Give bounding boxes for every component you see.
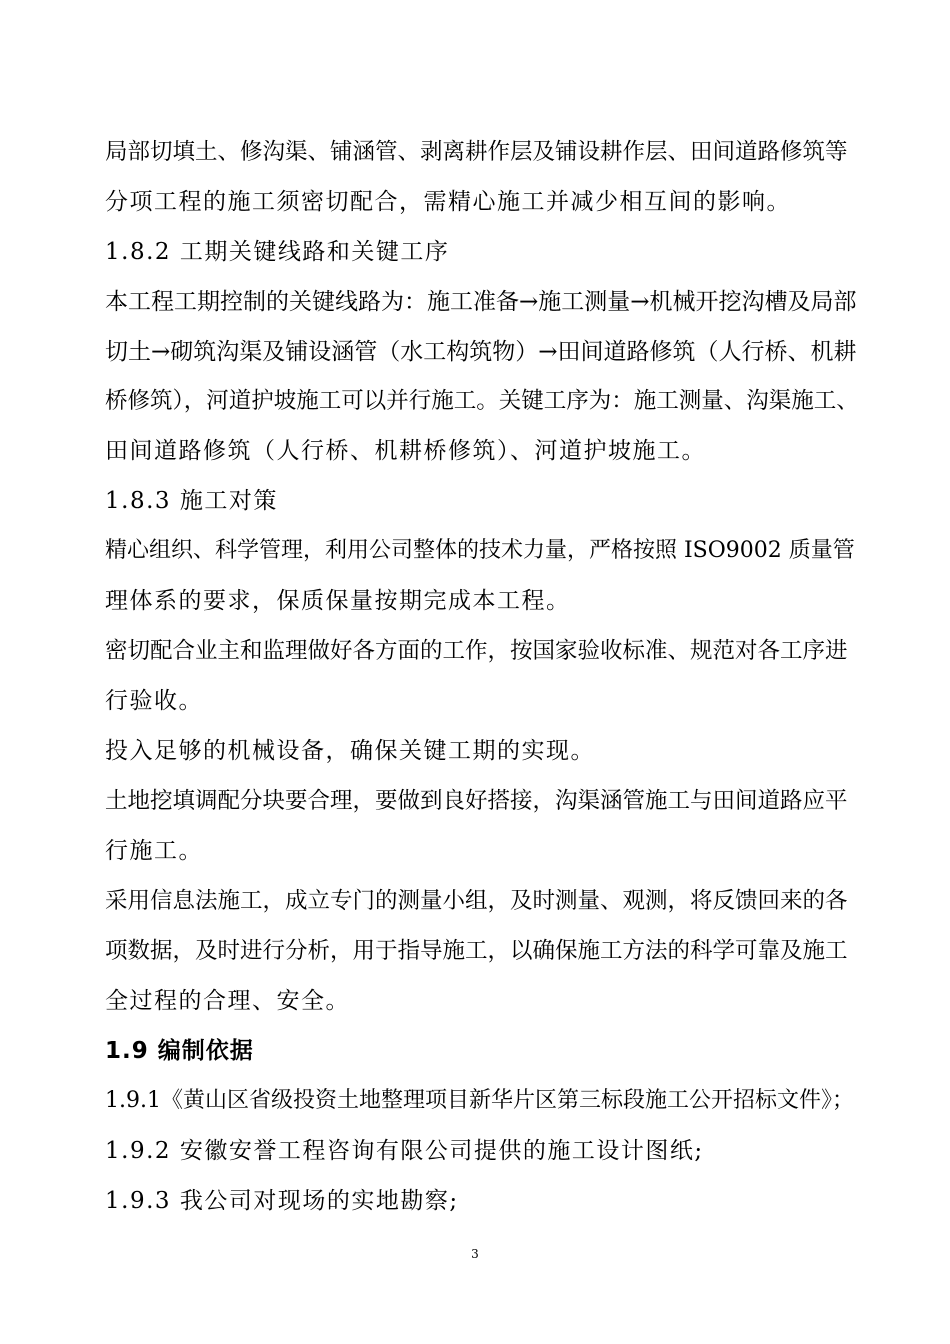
paragraph-line: 精心组织、科学管理，利用公司整体的技术力量，严格按照 ISO9002 质量管 bbox=[105, 538, 855, 563]
paragraph-line: 全过程的合理、安全。 bbox=[105, 988, 350, 1014]
paragraph-line: 投入足够的机械设备，确保关键工期的实现。 bbox=[105, 738, 595, 764]
section-heading-1-8-3: 1.8.3 施工对策 bbox=[105, 488, 278, 514]
section-heading-1-9: 1.9 编制依据 bbox=[105, 1038, 254, 1064]
paragraph-line: 理体系的要求，保质保量按期完成本工程。 bbox=[105, 588, 571, 614]
paragraph-line: 密切配合业主和监理做好各方面的工作，按国家验收标准、规范对各工序进 bbox=[105, 638, 848, 664]
reference-item: 1.9.2 安徽安誉工程咨询有限公司提供的施工设计图纸; bbox=[105, 1138, 704, 1164]
paragraph-line: 田间道路修筑（人行桥、机耕桥修筑）、河道护坡施工。 bbox=[105, 438, 706, 464]
paragraph-line: 局部切填土、修沟渠、铺涵管、剥离耕作层及铺设耕作层、田间道路修筑等 bbox=[105, 139, 848, 165]
paragraph-line: 切土→砌筑沟渠及铺设涵管（水工构筑物）→田间道路修筑（人行桥、机耕 bbox=[105, 339, 857, 365]
reference-item: 1.9.3 我公司对现场的实地勘察; bbox=[105, 1188, 459, 1214]
paragraph-line: 行验收。 bbox=[105, 688, 203, 714]
paragraph-line: 土地挖填调配分块要合理，要做到良好搭接，沟渠涵管施工与田间道路应平 bbox=[105, 788, 848, 814]
paragraph-line: 采用信息法施工，成立专门的测量小组，及时测量、观测，将反馈回来的各 bbox=[105, 888, 848, 914]
paragraph-line: 行施工。 bbox=[105, 838, 203, 864]
page-number: 3 bbox=[471, 1247, 479, 1261]
reference-item: 1.9.1《黄山区省级投资土地整理项目新华片区第三标段施工公开招标文件》； bbox=[105, 1088, 854, 1113]
paragraph-line: 项数据，及时进行分析，用于指导施工，以确保施工方法的科学可靠及施工 bbox=[105, 938, 848, 964]
paragraph-line: 桥修筑），河道护坡施工可以并行施工。关键工序为：施工测量、沟渠施工、 bbox=[105, 388, 859, 414]
paragraph-line: 本工程工期控制的关键线路为：施工准备→施工测量→机械开挖沟槽及局部 bbox=[105, 289, 857, 315]
paragraph-line: 分项工程的施工须密切配合，需精心施工并减少相互间的影响。 bbox=[105, 189, 791, 215]
section-heading-1-8-2: 1.8.2 工期关键线路和关键工序 bbox=[105, 239, 450, 265]
